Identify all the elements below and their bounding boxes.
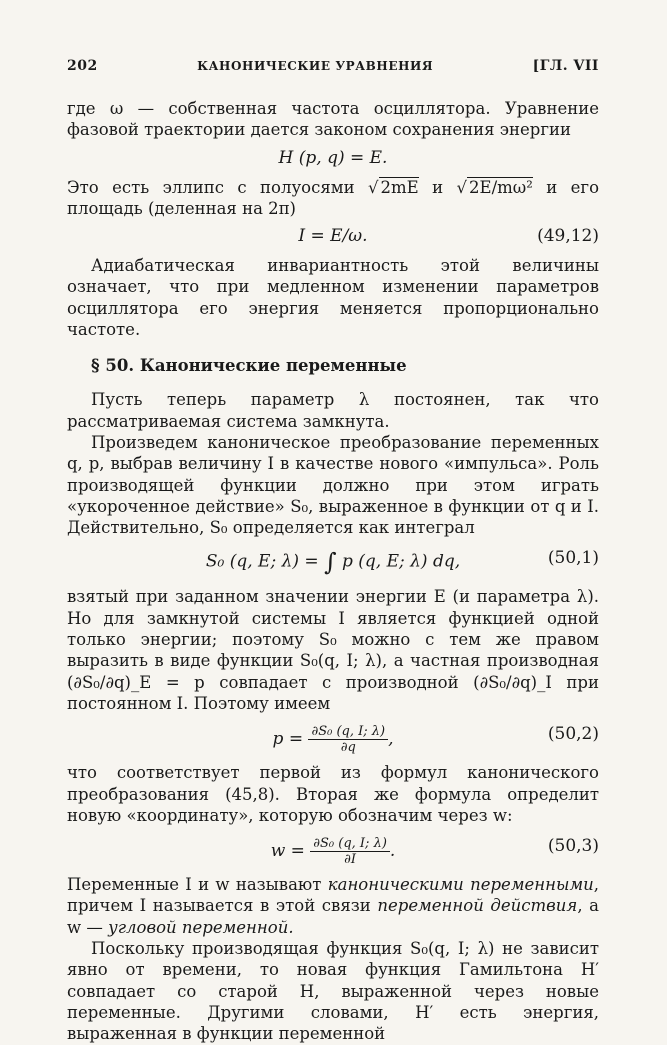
- section-heading: § 50. Канонические переменные: [91, 356, 407, 376]
- paragraph-2: Это есть эллипс с полуосями √ 2mE и √ 2E/mω² и его площадь (деленная на 2π): [67, 177, 600, 218]
- equation-49-12: I = E/ω. (49,12): [298, 226, 599, 247]
- paragraph-3: Адиабатическая инвариантность этой величины означает, что при медленном изменении параметров осциллятора его энергия меняется пропорционально частоте.: [67, 256, 599, 340]
- fraction: $\frac{\text{∂S₀ (q, I; λ)}}{\partial q}$: [308, 724, 388, 755]
- chapter-label: [ГЛ. VII: [532, 58, 599, 74]
- paragraph-1: где ω — собственная частота осциллятора. Уравнение фазовой траектории дается законом сохранения энергии: [67, 99, 599, 140]
- equation-number: (50,2): [547, 724, 599, 745]
- page-number: 202: [67, 58, 98, 74]
- paragraph-7: что соответствует первой из формул канонического преобразования (45,8). Вторая же формула определит новую «координату», которую обозначим через w:: [67, 763, 599, 825]
- paragraph-8: Переменные I и w называют каноническими переменными, причем I называется в этой связи переменной действия, а w — угловой переменной.: [67, 875, 599, 937]
- paragraph-4: Пусть теперь параметр λ постоянен, так что рассматриваемая система замкнута.: [67, 390, 599, 431]
- sqrt-2E-momega: 2E/mω²: [469, 177, 533, 197]
- equation-hamiltonian: H (p, q) = E.: [278, 147, 388, 168]
- equation-50-3: w = $\frac{\text{∂S₀ (q, I; λ)}}{\partial I}$ . (50,3): [270, 836, 599, 868]
- fraction: $\frac{\text{∂S₀ (q, I; λ)}}{\partial I}$: [310, 836, 390, 867]
- equation-50-1: S₀ (q, E; λ) = ∫ p (q, E; λ) dq, (50,1): [205, 548, 599, 577]
- paragraph-6: взятый при заданном значении энергии E (и параметра λ). Но для замкнутой системы I является функцией одной только энергии; поэтому S₀ можно с тем же правом выразить в виде функции S₀(q, I; λ), а частная производная (∂S₀/∂q)_E = p совпадает с производной (∂S₀/∂q)_I при постоянном I. Поэтому имеем: [67, 587, 599, 713]
- equation-number: (49,12): [537, 226, 599, 247]
- equation-number: (50,3): [547, 836, 599, 857]
- page-header: [67, 58, 599, 74]
- running-title: КАНОНИЧЕСКИЕ УРАВНЕНИЯ: [197, 59, 434, 73]
- equation-50-2: p = $\frac{\text{∂S₀ (q, I; λ)}}{\partial q}$ , (50,2): [272, 724, 599, 756]
- integral-sign: ∫: [324, 548, 337, 577]
- book-page: [67, 58, 599, 1045]
- sqrt-2mE: 2mE: [380, 177, 419, 197]
- paragraph-5: Произведем каноническое преобразование переменных q, p, выбрав величину I в качестве нового «импульса». Роль производящей функции должно при этом играть «укороченное действие» S₀, выраженное в функции от q и I. Действительно, S₀ определяется как интеграл: [67, 432, 599, 538]
- paragraph-9: Поскольку производящая функция S₀(q, I; λ) не зависит явно от времени, то новая функция Гамильтона H′ совпадает со старой H, выраженной через новые переменные. Другими словами, H′ есть энергия, выраженная в функции переменной: [67, 939, 599, 1044]
- equation-number: (50,1): [547, 548, 599, 569]
